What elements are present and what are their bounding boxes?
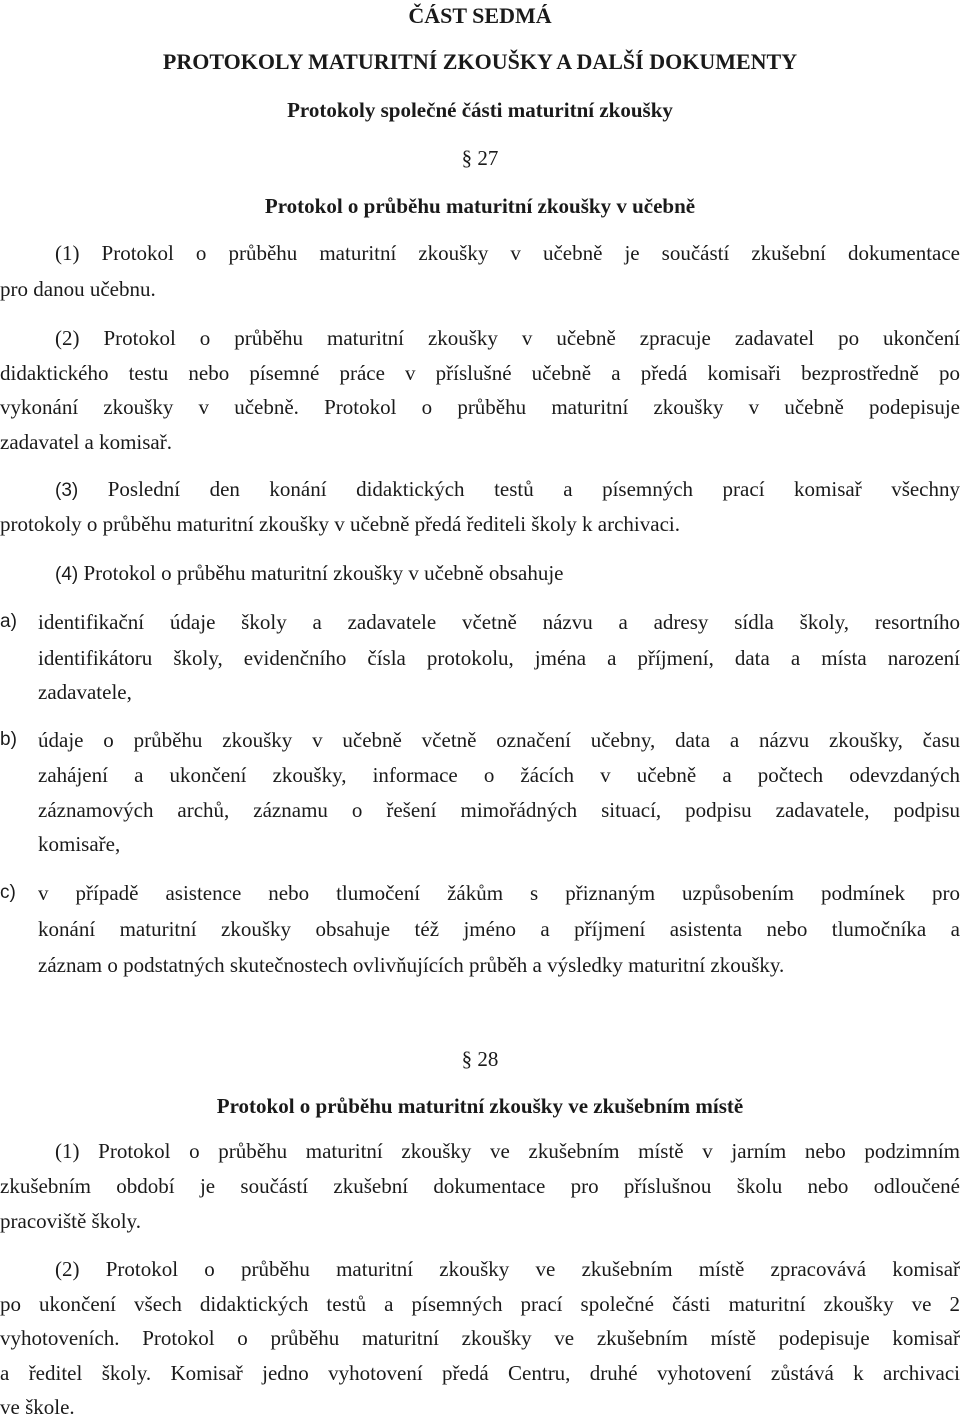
s27-p3-line-1: (3) Poslední den konání didaktických testů a písemných prací komisař všechny <box>55 477 960 501</box>
section-heading: Protokoly společné části maturitní zkoušky <box>287 98 673 122</box>
s28-p2-line-1: (2) Protokol o průběhu maturitní zkoušky ve zkušebním místě zpracovává komisař <box>55 1257 960 1281</box>
s28-p2-line-3: vyhotoveních. Protokol o průběhu maturitní zkoušky ve zkušebním místě podepisuje komisař <box>0 1326 960 1350</box>
part-title: ČÁST SEDMÁ <box>408 3 552 28</box>
s27-p1-line-1: (1) Protokol o průběhu maturitní zkoušky v učebně je součástí zkušební dokumentace <box>55 241 960 265</box>
s28-p1-number: (1) <box>55 1139 80 1163</box>
s28-p2-number: (2) <box>55 1257 80 1281</box>
s28-p2-line-4: a ředitel školy. Komisař jedno vyhotovení předá Centru, druhé vyhotovení zůstává k archivaci <box>0 1361 960 1385</box>
paragraph-number-28: § 28 <box>461 1047 499 1071</box>
s27-p2-line-3: vykonání zkoušky v učebně. Protokol o průběhu maturitní zkoušky v učebně podepisuje <box>0 395 960 419</box>
s27-p2-line-1: (2) Protokol o průběhu maturitní zkoušky v učebně zpracuje zadavatel po ukončení <box>55 326 960 350</box>
s28-p1-line-1: (1) Protokol o průběhu maturitní zkoušky ve zkušebním místě v jarním nebo podzimním <box>55 1139 960 1163</box>
paragraph-heading-28: Protokol o průběhu maturitní zkoušky ve zkušebním místě <box>216 1094 744 1118</box>
s27-p3-line-2: protokoly o průběhu maturitní zkoušky v učebně předá řediteli školy k archivaci. <box>0 512 680 536</box>
list-item-a-letter: a) <box>0 611 17 632</box>
paragraph-number-27: § 27 <box>461 146 499 170</box>
document-page: ČÁST SEDMÁ PROTOKOLY MATURITNÍ ZKOUŠKY A DALŠÍ DOKUMENTY Protokoly společné části maturitní zkoušky § 27 Protokol o průběhu maturitní zkoušky v učebně (1) Protokol o průběhu maturitní zkoušky v učebně je součástí zkušební dokumentace pro danou učebnu. (2) Protokol o průběhu maturitní zkoušky v učebně zpracuje zadavatel po ukončení didaktického testu nebo písemné práce v příslušné učebně a předá komisaři bezprostředně po vykonání zkoušky v učebně. Protokol o průběhu maturitní zkoušky v učebně podepisuje zadavatel a komisař. (3) Poslední den konání didaktických testů a písemných prací komisař všechny protokoly o průběhu maturitní zkoušky v učebně předá řediteli školy k archivaci. (4) Protokol o průběhu maturitní zkoušky v učebně obsahuje a) identifikační údaje školy a zadavatele včetně názvu a adresy sídla školy, resortního identifikátoru školy, evidenčního čísla protokolu, jména a příjmení, data a místa narození zadavatele, b) údaje o průběhu zkoušky v učebně včetně označení učebny, data a názvu zkoušky, času zahájení a ukončení zkoušky, informace o žácích v učebně a počtech odevzdaných záznamových archů, záznamu o řešení mimořádných situací, podpisu zadavatele, podpisu komisaře, c) v případě asistence nebo tlumočení žákům s přiznaným uzpůsobením podmínek pro konání maturitní zkoušky obsahuje též jméno a příjmení asistenta nebo tlumočníka a záznam o podstatných skutečnostech ovlivňujících průběh a výsledky maturitní zkoušky. § 28 Protokol o průběhu maturitní zkoušky ve zkušebním místě (1) Protokol o průběhu maturitní zkoušky ve zkušebním místě v jarním nebo podzimním zkušebním období je součástí zkušební dokumentace pro příslušnou školu nebo odloučené pracoviště školy. (2) Protokol o průběhu maturitní zkoušky ve zkušebním místě zpracovává komisař po ukončení všech didaktických testů a písemných prací společné části maturitní zkoušky ve 2 vyhotoveních. Protokol o průběhu maturitní zkoušky ve zkušebním místě podepisuje komisař a ředitel školy. Komisař jedno vyhotovení předá Centru, druhé vyhotovení zůstává k archivaci ve škole. <box>0 3 960 1419</box>
s27-p1-number: (1) <box>55 241 80 265</box>
s27-p1-line-2: pro danou učebnu. <box>0 277 156 301</box>
s28-p1-line-2: zkušebním období je součástí zkušební dokumentace pro příslušnou školu nebo odloučené <box>0 1174 960 1198</box>
paragraph-heading-27: Protokol o průběhu maturitní zkoušky v učebně <box>264 194 696 218</box>
s28-p2-line-2: po ukončení všech didaktických testů a písemných prací společné části maturitní zkoušky ve 2 <box>0 1292 960 1316</box>
s28-p2-line-5: ve škole. <box>0 1395 75 1419</box>
part-subtitle: PROTOKOLY MATURITNÍ ZKOUŠKY A DALŠÍ DOKUMENTY <box>162 49 798 74</box>
s27-p2-number: (2) <box>55 326 80 350</box>
s27-p3-number: (3) <box>55 480 79 501</box>
s27-p4-number: (4) <box>55 564 79 585</box>
list-item-b-letter: b) <box>0 729 17 750</box>
s27-p2-line-2: didaktického testu nebo písemné práce v příslušné učebně a předá komisaři bezprostředně po <box>0 361 960 385</box>
s27-p2-line-4: zadavatel a komisař. <box>0 430 172 454</box>
list-item-c-letter: c) <box>0 882 16 903</box>
s28-p1-line-3: pracoviště školy. <box>0 1209 141 1233</box>
s27-p4-line-1: (4) Protokol o průběhu maturitní zkoušky v učebně obsahuje <box>55 561 564 585</box>
